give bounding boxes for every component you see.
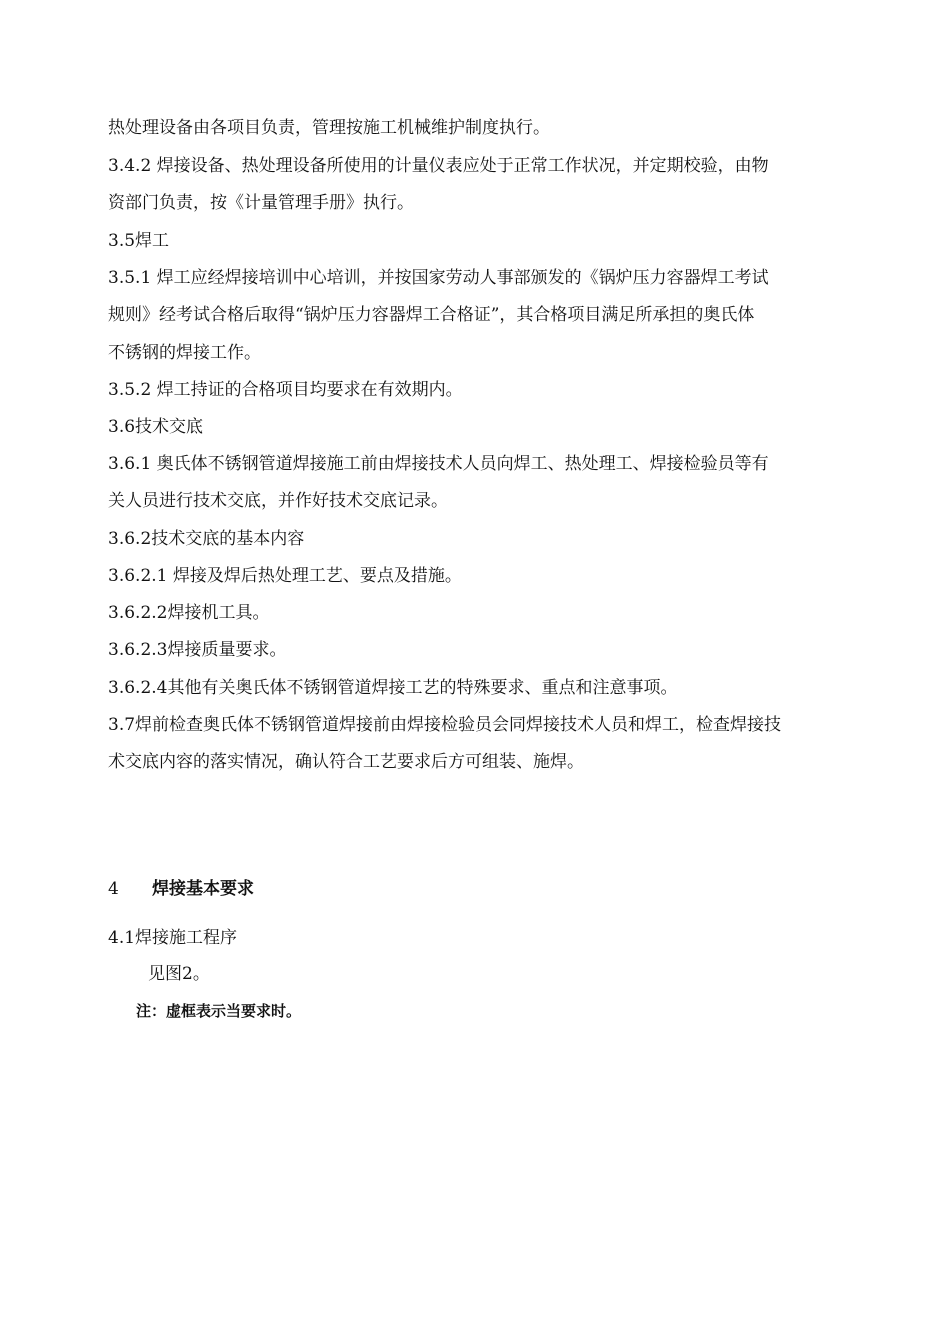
text-line: 不锈钢的焊接工作。 xyxy=(108,343,261,363)
section-number: 4 xyxy=(108,879,119,899)
section-title: 焊接基本要求 xyxy=(152,879,254,899)
see-figure-text: 见图2。 xyxy=(148,964,210,984)
subsection-heading-4-1: 4.1焊接施工程序 xyxy=(108,928,238,948)
subsection-heading-3-6-2: 3.6.2技术交底的基本内容 xyxy=(108,529,305,549)
note-text: 注：虚框表示当要求时。 xyxy=(136,1002,302,1020)
text-line: 3.5.2 焊工持证的合格项目均要求在有效期内。 xyxy=(108,380,463,400)
text-line: 3.5.1 焊工应经焊接培训中心培训，并按国家劳动人事部颁发的《锅炉压力容器焊工考试 xyxy=(108,268,769,288)
section-heading-3-5: 3.5焊工 xyxy=(108,231,170,251)
list-item: 3.6.2.4其他有关奥氏体不锈钢管道焊接工艺的特殊要求、重点和注意事项。 xyxy=(108,678,678,698)
text-line: 3.6.1 奥氏体不锈钢管道焊接施工前由焊接技术人员向焊工、热处理工、焊接检验员等有 xyxy=(108,454,769,474)
text-line: 规则》经考试合格后取得“锅炉压力容器焊工合格证”，其合格项目满足所承担的奥氏体 xyxy=(108,305,755,325)
text-line: 热处理设备由各项目负责，管理按施工机械维护制度执行。 xyxy=(108,118,550,138)
list-item: 3.6.2.1 焊接及焊后热处理工艺、要点及措施。 xyxy=(108,566,462,586)
text-line: 关人员进行技术交底，并作好技术交底记录。 xyxy=(108,491,448,511)
text-line: 3.7焊前检查奥氏体不锈钢管道焊接前由焊接检验员会同焊接技术人员和焊工，检查焊接技 xyxy=(108,715,782,735)
text-line: 3.4.2 焊接设备、热处理设备所使用的计量仪表应处于正常工作状况，并定期校验，由物 xyxy=(108,156,769,176)
text-line: 资部门负责，按《计量管理手册》执行。 xyxy=(108,193,414,213)
text-line: 术交底内容的落实情况，确认符合工艺要求后方可组装、施焊。 xyxy=(108,752,584,772)
list-item: 3.6.2.3焊接质量要求。 xyxy=(108,640,287,660)
section-heading-3-6: 3.6技术交底 xyxy=(108,417,204,437)
list-item: 3.6.2.2焊接机工具。 xyxy=(108,603,270,623)
section-heading-4 xyxy=(108,879,868,899)
